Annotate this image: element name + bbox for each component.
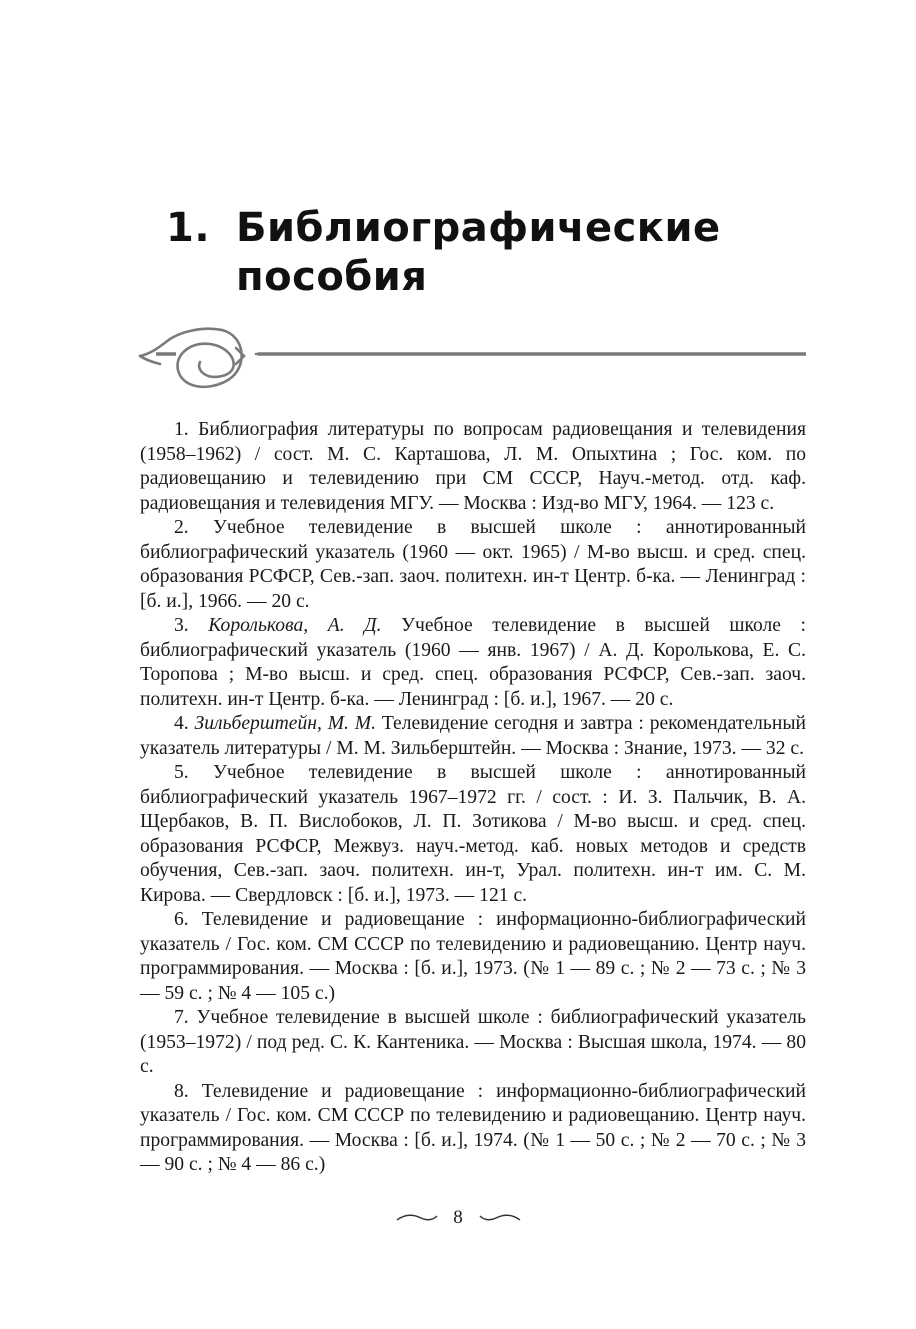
- bibliography-entry-3: 3. Королькова, А. Д. Учебное телевидение в высшей школе : библиографический указатель (1960 — янв. 1967) / А. Д. Королькова, Е. С. Торопова ; М-во высш. и сред. спец. образования РСФСР, Сев.-зап. заоч. политехн. ин-т Центр. б-ка. — Ленинград : [б. и.], 1967. — 20 с.: [140, 615, 806, 710]
- bibliography-entry-1: 1. Библиография литературы по вопросам радиовещания и телевидения (1958–1962) / сост. М. С. Карташова, Л. М. Опыхтина ; Гос. ком. по радиовещанию и телевидению при СМ СССР, Науч.-метод. отд. каф. радиовещания и телевидения МГУ. — Москва : Изд-во МГУ, 1964. — 123 с.: [140, 419, 807, 514]
- page-number: 8: [453, 1206, 463, 1228]
- chapter-number: 1.: [166, 205, 211, 251]
- right-flourish-icon: [478, 1212, 522, 1224]
- bibliography-list: [140, 418, 806, 1178]
- bibliography-entry-8: 8. Телевидение и радиовещание : информационно-библиографический указатель / Гос. ком. СМ СССР по телевидению и радиовещанию. Центр науч. программирования. — Москва : [б. и.], 1974. (№ 1 — 50 с. ; № 2 — 70 с. ; № 3 — 90 с. ; № 4 — 86 с.): [140, 1080, 806, 1175]
- bibliography-entry-5: 5. Учебное телевидение в высшей школе : аннотированный библиографический указатель 1967–1972 гг. / сост. : И. З. Пальчик, В. А. Щербаков, В. П. Вислобоков, Л. П. Зотикова / М-во высш. и сред. спец. образования РСФСР, Межвуз. науч.-метод. каб. новых методов и средств обучения, Сев.-зап. заоч. политехн. ин-т, Урал. политехн. ин-т им. С. М. Кирова. — Свердловск : [б. и.], 1973. — 121 с.: [140, 762, 806, 906]
- page-footer: [0, 1206, 916, 1229]
- left-flourish-icon: [395, 1212, 439, 1224]
- bibliography-entry-7: 7. Учебное телевидение в высшей школе : библиографический указатель (1953–1972) / под ред. С. К. Кантеника. — Москва : Высшая школа, 1974. — 80 с.: [140, 1007, 806, 1077]
- bibliography-entry-4: 4. Зильберштейн, М. М. Телевидение сегодня и завтра : рекомендательный указатель литературы / М. М. Зильберштейн. — Москва : Знание, 1973. — 32 с.: [140, 713, 806, 759]
- bibliography-entry-6: 6. Телевидение и радиовещание : информационно-библиографический указатель / Гос. ком. СМ СССР по телевидению и радиовещанию. Центр науч. программирования. — Москва : [б. и.], 1973. (№ 1 — 89 с. ; № 2 — 73 с. ; № 3 — 59 с. ; № 4 — 105 с.): [140, 909, 806, 1004]
- entry-author: Зильберштейн, М. М.: [194, 713, 376, 734]
- chapter-ornament: [136, 318, 810, 394]
- chapter-title: Библиографические пособия: [236, 205, 721, 300]
- entry-author: Королькова, А. Д.: [208, 615, 382, 636]
- bibliography-entry-2: 2. Учебное телевидение в высшей школе : аннотированный библиографический указатель (1960 — окт. 1965) / М-во высш. и сред. спец. образования РСФСР, Сев.-зап. заоч. политехн. ин-т Центр. б-ка. — Ленинград : [б. и.], 1966. — 20 с.: [140, 517, 806, 612]
